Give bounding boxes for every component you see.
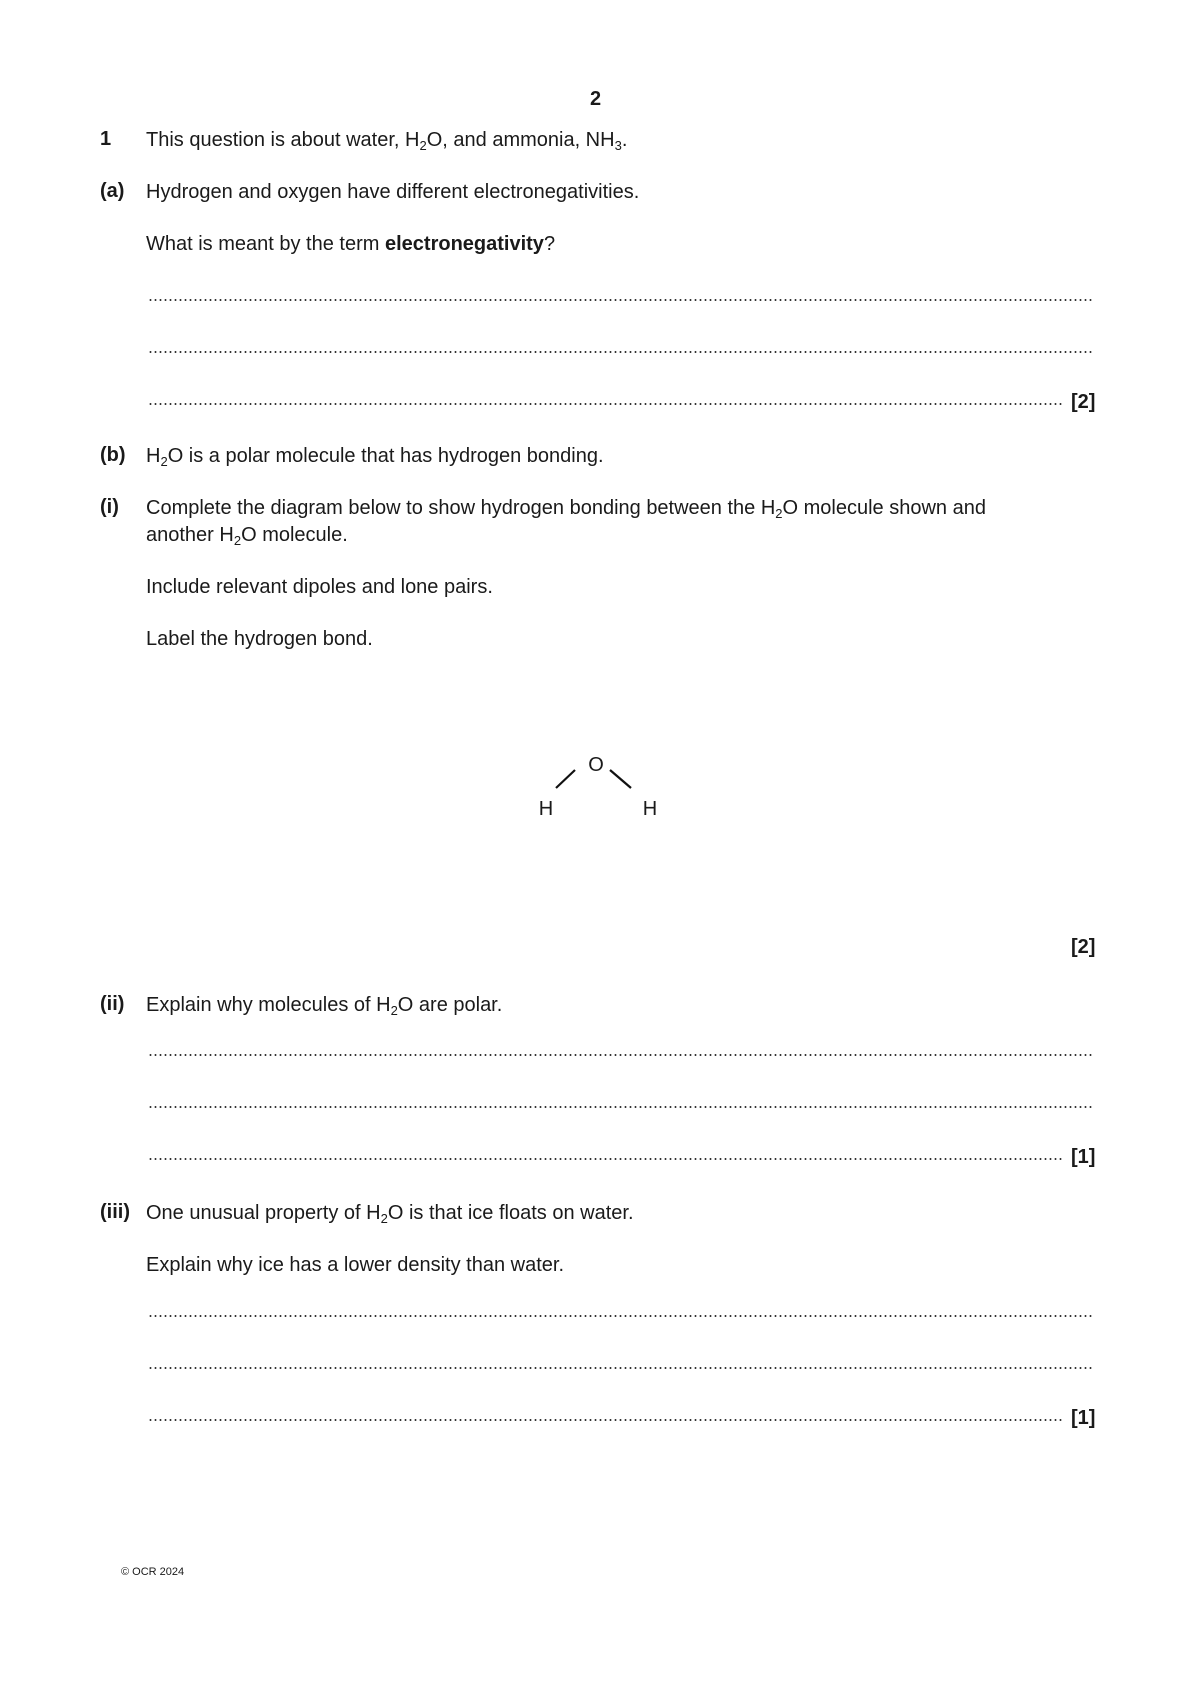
answer-line-ii2[interactable] [148, 1106, 1094, 1108]
part-b-i-line2: another $H_2O$ molecule. [146, 524, 348, 548]
bond-o-h-right [610, 770, 631, 788]
term-electronegativity: electronegativity [384, 233, 544, 255]
part-a-label: (a) [100, 180, 125, 202]
question-number: 1 [100, 128, 112, 150]
atom-hydrogen-right: H [642, 798, 658, 820]
bond-o-h-left [556, 770, 575, 788]
part-b-iii-label: (iii) [100, 1201, 130, 1223]
part-b-i-label: (i) [100, 496, 119, 518]
part-b-text: $H_2O$ is a polar molecule that has hydrogen bonding. [146, 445, 604, 469]
answer-line-iii2[interactable] [148, 1367, 1094, 1369]
instruction-dipoles: Include relevant dipoles and lone pairs. [146, 576, 493, 598]
question-stem: This question is about water, $H_2O$, and ammonia, $NH_3$. [146, 129, 628, 153]
answer-line-a3[interactable] [148, 403, 1062, 405]
marks-b-i: [2] [1071, 936, 1096, 958]
marks-a: [2] [1071, 391, 1096, 413]
instruction-label-bond: Label the hydrogen bond. [146, 628, 373, 650]
part-b-label: (b) [100, 444, 126, 466]
answer-line-iii3[interactable] [148, 1419, 1062, 1421]
part-b-ii-text: Explain why molecules of $H_2O$ are polar. [146, 994, 503, 1018]
page-number: 2 [589, 88, 602, 110]
part-b-iii-text: One unusual property of $H_2O$ is that ice floats on water. [146, 1202, 634, 1226]
answer-line-iii1[interactable] [148, 1315, 1094, 1317]
part-a-text: Hydrogen and oxygen have different electronegativities. [146, 181, 640, 203]
part-b-i-line1: Complete the diagram below to show hydrogen bonding between the $H_2O$ molecule shown and [146, 497, 986, 521]
part-a-question: What is meant by the term electronegativity? [146, 233, 556, 255]
answer-line-ii1[interactable] [148, 1054, 1094, 1056]
copyright-footer: © OCR 2024 [121, 1566, 185, 1578]
answer-line-ii3[interactable] [148, 1158, 1062, 1160]
atom-oxygen: O [588, 754, 604, 776]
atom-hydrogen-left: H [538, 798, 554, 820]
answer-line-a1[interactable] [148, 299, 1094, 301]
part-b-iii-question: Explain why ice has a lower density than water. [146, 1254, 564, 1276]
water-molecule-diagram [530, 748, 670, 828]
part-b-ii-label: (ii) [100, 993, 125, 1015]
marks-b-iii: [1] [1071, 1407, 1096, 1429]
answer-line-a2[interactable] [148, 351, 1094, 353]
marks-b-ii: [1] [1071, 1146, 1096, 1168]
